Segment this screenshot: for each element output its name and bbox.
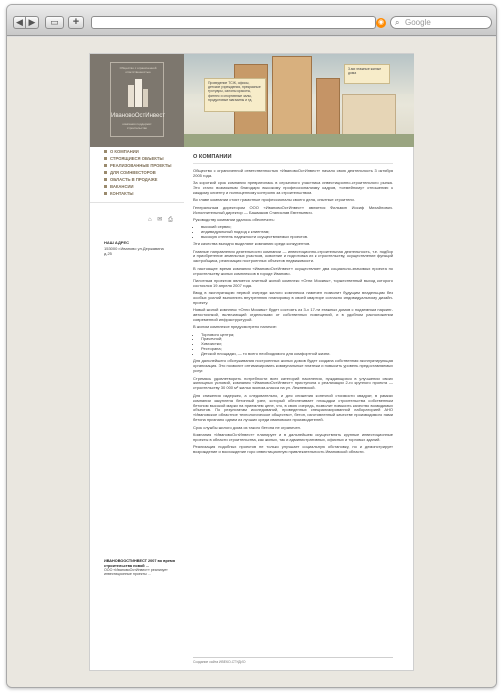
search-icon: ⌕ [395,18,400,27]
address-text: 153000 г.Иваново ул.Державина д.25 [104,246,164,256]
paragraph: Компания «ИвановоОстИнвест» планирует и в дальнейшем осуществлять крупные инвестиционные проекты в области строительства, как жилых, так и административных, офисных и торговых зданий. [193,431,393,442]
address-bar[interactable] [91,16,376,29]
screen-button[interactable]: ▭ [45,16,64,29]
bullet-icon [104,164,107,167]
back-button[interactable]: ◀ [13,16,26,29]
paragraph: Генеральным директором ООО «ИвановоОстИнвест» является Фильмин Иосиф Михайлович. Исполнительный директор — Башмаков Станислав Евгеньевич. [193,204,393,215]
list-item: • Ресторана; [201,347,393,352]
paragraph: За короткий срок компания превратилась в серьезного участника инвестиционно-строительного рынка. Это стало возможным благодаря высокому профессионализму кадров, «семейному» отношению к каждому клиенту и полноценному контролю за строительством. [193,180,393,196]
list-item: • высокую степень надежности осуществляемых проектов. [201,235,393,240]
page-title: О КОМПАНИИ [193,154,393,164]
menu-item-contacts[interactable]: КОНТАКТЫ [104,191,133,197]
main-menu [90,147,184,203]
paragraph: Руководству компании удалось обеспечить: [193,216,275,222]
paragraph: Новый жилой комплекс «Огни Москвы» будет состоять из 3-х 17-ти этажных домов с подземным паркинг-автостоянкой, включающий отдельными от собственных помещений, и в удобном расположении современной инфраструктурой. [193,307,393,322]
bullet-icon [104,150,107,153]
logo-subtitle: компания поддержит строительство [122,122,152,130]
paragraph: Для снижения издержек, а следовательно, и для снижения конечной стоимости квадрат, в рамках компании закуплена бетонный узел, который обеспечивает площадки строительства собственным бетоном высокой марки на приемлем цене, что, в свою очередь, позволит повысить качество возводимых объектов. По результатам исследований, проведенных специализированной лабораторией АНО «Ивановское областное технологическое общество», бетон, изготовленный качестве производимого нами бетона признано одним из лучших среди ивановских производителей. [193,392,393,423]
home-mail-print-icons[interactable]: ⌂ ✉ ⎙ [148,217,175,223]
list-item: • Прачечной; [201,337,393,342]
forward-button[interactable]: ▶ [26,16,39,29]
main-content [193,154,393,457]
list-item: • Детской площадки, — то всего необходимого для комфортной жизни. [201,352,393,357]
paragraph: Главные направления деятельности компании — инвестиционно-строительная деятельность, т.е. подбор и приобретение земельных участков, освоение и подготовка их к строительству, осуществление функций застройщика, реализация построенных объектов недвижимости. [193,248,393,264]
site-logo[interactable] [90,54,184,147]
list-item: • Химчистки; [201,342,393,347]
bullet-icon [104,192,107,195]
page-viewport [7,37,496,687]
menu-item-sale[interactable]: ОБЛАСТЬ В ПРОДАЖЕ [104,177,157,183]
paragraph: Пилотным проектом является элитный жилой комплекс «Огни Москвы», торжественный выход которого состоялся 19 апреля 2007 года. [193,277,393,288]
logo-tagline: Общество с ограниченной ответственностью [119,66,157,74]
menu-item-about[interactable]: О КОМПАНИИ [104,149,139,155]
search-placeholder: Google [405,18,431,27]
logo-name: ИвановоОстИнвест [111,113,166,119]
rss-icon[interactable]: ◉ [377,19,385,26]
paragraph: Для дальнейшего обслуживания построенных жилых домов будет создана собственная эксплуатирующая организация. Это позволит оптимизировать коммунальные платежи и повысить уровень предоставляемых услуг. [193,358,393,374]
browser-window [6,4,497,688]
banner-ground [184,134,414,147]
list-item: • Торгового центра; [201,333,393,338]
banner-note-lowrise: 3-ми этажные жилые дома [344,64,390,84]
bullet-icon [104,171,107,174]
advantages-list [201,225,393,240]
facilities-list [201,333,393,358]
paragraph: Общество с ограниченной ответственностью «ИвановоОстИнвест» начало свою деятельность 3 октября 2005 года. [193,168,393,178]
list-item: • высокий сервис; [201,225,393,230]
menu-item-coinvestors[interactable]: ДЛЯ СОИНВЕСТОРОВ [104,170,156,176]
paragraph: Срок службы жилого дома из такого бетона не ограничен. [193,424,302,430]
bullet-icon [104,185,107,188]
news-text: ООО «ИвановоОстИнвест» реализует инвестиционные проекты ... [104,568,168,577]
paragraph: Во главе компании стоят грамотные профессионалы своего дела, опытные строители. [193,197,355,203]
news-title[interactable]: ИВАНОВООСТИНВЕСТ 2007 во время строительства новой ... [104,559,175,568]
bullet-icon [104,178,107,181]
list-item: • индивидуальный подход к клиентам; [201,230,393,235]
menu-item-projects-building[interactable]: СТРОЯЩИЕСЯ ОБЪЕКТЫ [104,156,164,162]
header-banner [184,54,414,147]
site-page [89,53,414,671]
search-input[interactable] [390,16,492,29]
browser-toolbar [7,5,496,36]
paragraph: Реализация подобных проектов не только улучшает социальную обстановку, но и демонстрирует возрождение и восхождение горо инвестиционную привлекательность Ивановской области. [193,444,393,454]
paragraph: В настоящее время компания «ИвановоОстИнвест» осуществляет два социально-значимых проекта по строительству жилых комплексов в городе Иваново. [193,265,393,276]
paragraph: В жилом комплексе предусмотрено наличие: [193,324,277,330]
logo-frame [110,62,164,137]
building-icon [126,77,150,107]
bullet-icon [104,157,107,160]
menu-item-projects-done[interactable]: РЕАЛИЗОВАННЫЕ ПРОЕКТЫ [104,163,172,169]
paragraph: Стремясь удовлетворить потребности всех категорий населения, нуждающихся в улучшении своих жилищных условий, компания «ИвановоОстИнвест» приступила к реализации 2-го крупного проекта — строительству 30 000 м² жилья эконом-класса на ул. Лежневской. [193,375,393,391]
menu-item-vacancies[interactable]: ВАКАНСИИ [104,184,134,190]
banner-note-amenities: Проведение ТСЖ, офисы, детские учреждения, прекрасные тротуары, салоны красоты, фитнес и спортивные залы, продуктовые магазины и тд. [204,78,266,112]
paragraph: Ввод в эксплуатацию первой очереди жилого комплекса намечен позволит будущим владельцам без особых усилий выполнить внутреннюю планировку в своей квартире согласно индивидуальному дизайн-проекту. [193,290,393,305]
address-title: НАШ АДРЕС [104,240,130,245]
paragraph: Эти качества выгодно выделяют компанию среди конкурентов. [193,241,311,247]
page-footer[interactable]: Создание сайта ИВЕКО-СТУДИО [193,657,393,664]
new-tab-button[interactable]: + [68,16,84,29]
